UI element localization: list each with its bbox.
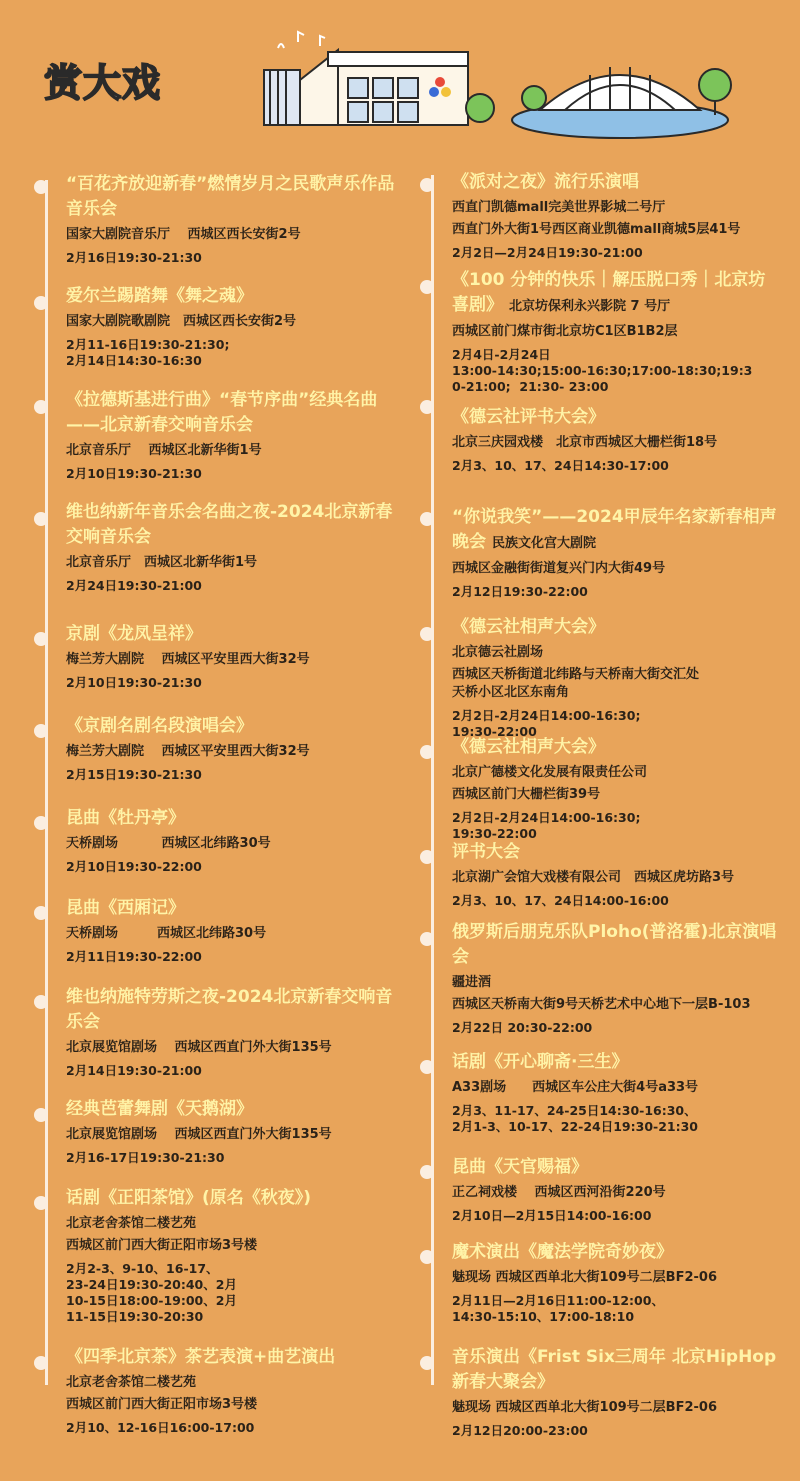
event-item: [66, 622, 396, 691]
event-time: 2月16日19:30-21:30: [66, 250, 202, 265]
event-title: [452, 615, 782, 640]
event-time: 2月3、10、17、24日14:30-17:00: [452, 458, 669, 473]
timeline-dot: [420, 1250, 434, 1264]
event-title-text: 俄罗斯后朋克乐队Ploho(普洛霍)北京演唱会: [452, 922, 777, 967]
event-item: [452, 405, 782, 474]
event-title-text: 爱尔兰踢踏舞《舞之魂》: [66, 286, 253, 306]
event-time: 2月15日19:30-21:30: [66, 767, 202, 782]
event-time: 2月11日—2月16日11:00-12:00、 14:30-15:10、17:00-18:10: [452, 1293, 664, 1324]
event-location: 西城区金融街街道复兴门内大街49号: [452, 561, 666, 576]
event-item: [66, 388, 396, 482]
timeline-dot: [420, 280, 434, 294]
event-location: 北京老舍茶馆二楼艺苑: [66, 1375, 197, 1390]
event-item: [66, 284, 396, 369]
event-title: [452, 1050, 782, 1075]
event-item: [66, 896, 396, 965]
event-item: [66, 172, 396, 266]
event-title-text: 维也纳施特劳斯之夜-2024北京新春交响音乐会: [66, 987, 393, 1032]
event-title: [66, 172, 396, 222]
event-item: [452, 1240, 782, 1325]
event-title-text: 《德云社评书大会》: [452, 407, 605, 427]
timeline-dot: [34, 632, 48, 646]
event-item: [452, 170, 782, 261]
event-title: [66, 896, 396, 921]
event-title: [452, 1155, 782, 1180]
event-title-text: 经典芭蕾舞剧《天鹅湖》: [66, 1099, 253, 1119]
timeline-dot: [34, 906, 48, 920]
event-title-text: 《拉德斯基进行曲》“春节序曲”经典名曲——北京新春交响音乐会: [66, 390, 378, 435]
event-title-text: 昆曲《西厢记》: [66, 898, 185, 918]
event-item: [452, 840, 782, 909]
event-title-text: 话剧《正阳茶馆》(原名《秋夜》): [66, 1188, 312, 1208]
event-title: [452, 1240, 782, 1265]
event-title-text: 音乐演出《Frist Six三周年 北京HipHop新春大聚会》: [452, 1347, 777, 1392]
event-time: 2月2日-2月24日14:00-16:30; 19:30-22:00: [452, 810, 641, 841]
event-location: 北京湖广会馆大戏楼有限公司 西城区虎坊路3号: [452, 870, 735, 885]
event-time: 2月2日-2月24日14:00-16:30; 19:30-22:00: [452, 708, 641, 739]
event-location: 西城区前门西大街正阳市场3号楼: [66, 1238, 258, 1253]
event-venue: 北京坊保利永兴影院 7 号厅: [509, 299, 671, 314]
event-location: A33剧场 西城区车公庄大街4号a33号: [452, 1080, 699, 1095]
event-location: 西城区前门煤市街北京坊C1区B1B2层: [452, 324, 678, 339]
event-item: [66, 1097, 396, 1166]
page-title: 赏大戏: [44, 61, 162, 105]
event-time: 2月16-17日19:30-21:30: [66, 1150, 225, 1165]
timeline-dot: [420, 1165, 434, 1179]
event-time: 2月10、12-16日16:00-17:00: [66, 1420, 255, 1435]
timeline-dot: [420, 400, 434, 414]
timeline-dot: [34, 1196, 48, 1210]
event-time: 2月3、10、17、24日14:00-16:00: [452, 893, 669, 908]
event-title: [66, 1345, 396, 1370]
event-title-text: 维也纳新年音乐会名曲之夜-2024北京新春交响音乐会: [66, 502, 393, 547]
event-location: 疆进酒: [452, 975, 492, 990]
timeline-dot: [420, 745, 434, 759]
event-time: 2月12日19:30-22:00: [452, 584, 588, 599]
event-location: 北京老舍茶馆二楼艺苑: [66, 1216, 197, 1231]
event-location: 魅现场 西城区西单北大街109号二层BF2-06: [452, 1270, 717, 1285]
event-location: 西城区前门大栅栏街39号: [452, 787, 601, 802]
event-title-text: “你说我笑”——2024甲辰年名家新春相声晚会: [452, 507, 777, 552]
timeline-dot: [34, 400, 48, 414]
event-title-text: 《100 分钟的快乐｜解压脱口秀｜北京坊喜剧》: [452, 270, 766, 315]
event-time: 2月10日—2月15日14:00-16:00: [452, 1208, 652, 1223]
event-item: [452, 735, 782, 842]
event-title: [452, 505, 782, 556]
event-location: 北京德云社剧场: [452, 645, 544, 660]
event-item: [66, 1186, 396, 1325]
timeline-dot: [34, 296, 48, 310]
event-title: [452, 920, 782, 970]
event-title: [452, 268, 782, 319]
event-title-text: “百花齐放迎新春”燃情岁月之民歌声乐作品音乐会: [66, 174, 395, 219]
event-location: 梅兰芳大剧院 西城区平安里西大街32号: [66, 652, 310, 667]
event-item: [452, 1050, 782, 1135]
event-item: [452, 505, 782, 600]
event-time: 2月24日19:30-21:00: [66, 578, 202, 593]
event-title: [66, 985, 396, 1035]
event-title-text: 《四季北京茶》茶艺表演+曲艺演出: [66, 1347, 336, 1367]
event-time: 2月4日-2月24日 13:00-14:30;15:00-16:30;17:00-18:30;19:3 0-21:00; 21:30- 23:00: [452, 347, 753, 394]
event-title: [66, 1186, 396, 1211]
event-time: 2月14日19:30-21:00: [66, 1063, 202, 1078]
right-timeline-line: [431, 175, 434, 1385]
event-title-text: 评书大会: [452, 842, 520, 862]
event-title: [66, 622, 396, 647]
timeline-dot: [420, 932, 434, 946]
event-item: [66, 714, 396, 783]
event-time: 2月22日 20:30-22:00: [452, 1020, 593, 1035]
event-title: [452, 405, 782, 430]
event-title-text: 《德云社相声大会》: [452, 737, 605, 757]
event-time: 2月2-3、9-10、16-17、 23-24日19:30-20:40、2月 10-15日18:00-19:00、2月 11-15日19:30-20:30: [66, 1261, 237, 1324]
event-item: [452, 920, 782, 1036]
event-title: [66, 714, 396, 739]
event-location: 正乙祠戏楼 西城区西河沿街220号: [452, 1185, 666, 1200]
event-title: [66, 500, 396, 550]
event-title: [66, 806, 396, 831]
timeline-dot: [34, 816, 48, 830]
timeline-dot: [420, 1060, 434, 1074]
event-title-text: 昆曲《天官赐福》: [452, 1157, 588, 1177]
event-location: 西直门外大街1号西区商业凯德mall商城5层41号: [452, 222, 741, 237]
event-item: [66, 500, 396, 594]
event-time: 2月11-16日19:30-21:30; 2月14日14:30-16:30: [66, 337, 230, 368]
event-location: 天桥剧场 西城区北纬路30号: [66, 836, 271, 851]
timeline-dot: [34, 724, 48, 738]
opera-house-illustration: [510, 30, 750, 140]
event-location: 北京音乐厅 西城区北新华街1号: [66, 443, 262, 458]
event-item: [66, 1345, 396, 1436]
event-location: 北京展览馆剧场 西城区西直门外大街135号: [66, 1127, 332, 1142]
event-item: [452, 615, 782, 740]
event-title-text: 昆曲《牡丹亭》: [66, 808, 185, 828]
event-item: [66, 806, 396, 875]
timeline-dot: [34, 1108, 48, 1122]
timeline-dot: [34, 995, 48, 1009]
event-title: [66, 284, 396, 309]
event-title: [66, 388, 396, 438]
event-time: 2月10日19:30-22:00: [66, 859, 202, 874]
event-location: 北京展览馆剧场 西城区西直门外大街135号: [66, 1040, 332, 1055]
event-location: 国家大剧院歌剧院 西城区西长安街2号: [66, 314, 297, 329]
timeline-dot: [34, 1356, 48, 1370]
event-location: 北京广德楼文化发展有限责任公司: [452, 765, 648, 780]
event-title: [452, 735, 782, 760]
timeline-dot: [420, 627, 434, 641]
event-time: 2月3、11-17、24-25日14:30-16:30、 2月1-3、10-17、22-24日19:30-21:30: [452, 1103, 699, 1134]
event-title-text: 《德云社相声大会》: [452, 617, 605, 637]
event-location: 西城区天桥街道北纬路与天桥南大街交汇处 天桥小区北区东南角: [452, 667, 700, 700]
event-time: 2月10日19:30-21:30: [66, 675, 202, 690]
event-location: 魅现场 西城区西单北大街109号二层BF2-06: [452, 1400, 717, 1415]
event-location: 梅兰芳大剧院 西城区平安里西大街32号: [66, 744, 310, 759]
event-location: 国家大剧院音乐厅 西城区西长安街2号: [66, 227, 301, 242]
event-item: [452, 1155, 782, 1224]
event-time: 2月2日—2月24日19:30-21:00: [452, 245, 643, 260]
timeline-dot: [34, 180, 48, 194]
event-item: [452, 268, 782, 395]
event-title: [452, 840, 782, 865]
event-venue: 民族文化宫大剧院: [492, 536, 597, 551]
event-location: 北京三庆园戏楼 北京市西城区大栅栏街18号: [452, 435, 718, 450]
event-location: 西直门凯德mall完美世界影城二号厅: [452, 200, 666, 215]
event-item: [66, 985, 396, 1079]
timeline-dot: [420, 1356, 434, 1370]
timeline-dot: [420, 178, 434, 192]
event-title: [452, 1345, 782, 1395]
event-title-text: 《京剧名剧名段演唱会》: [66, 716, 253, 736]
event-title-text: 话剧《开心聊斋·三生》: [452, 1052, 629, 1072]
event-title: [452, 170, 782, 195]
timeline-dot: [34, 512, 48, 526]
header: [0, 0, 800, 150]
event-title-text: 京剧《龙凤呈祥》: [66, 624, 202, 644]
event-title-text: 《派对之夜》流行乐演唱: [452, 172, 639, 192]
event-location: 北京音乐厅 西城区北新华街1号: [66, 555, 258, 570]
event-time: 2月11日19:30-22:00: [66, 949, 202, 964]
timeline-dot: [420, 512, 434, 526]
timeline-dot: [420, 850, 434, 864]
event-location: 西城区前门西大街正阳市场3号楼: [66, 1397, 258, 1412]
event-location: 天桥剧场 西城区北纬路30号: [66, 926, 267, 941]
event-item: [452, 1345, 782, 1439]
event-time: 2月12日20:00-23:00: [452, 1423, 588, 1438]
event-title: [66, 1097, 396, 1122]
concert-hall-illustration: [258, 30, 498, 130]
event-title-text: 魔术演出《魔法学院奇妙夜》: [452, 1242, 673, 1262]
event-location: 西城区天桥南大街9号天桥艺术中心地下一层B-103: [452, 997, 751, 1012]
event-time: 2月10日19:30-21:30: [66, 466, 202, 481]
